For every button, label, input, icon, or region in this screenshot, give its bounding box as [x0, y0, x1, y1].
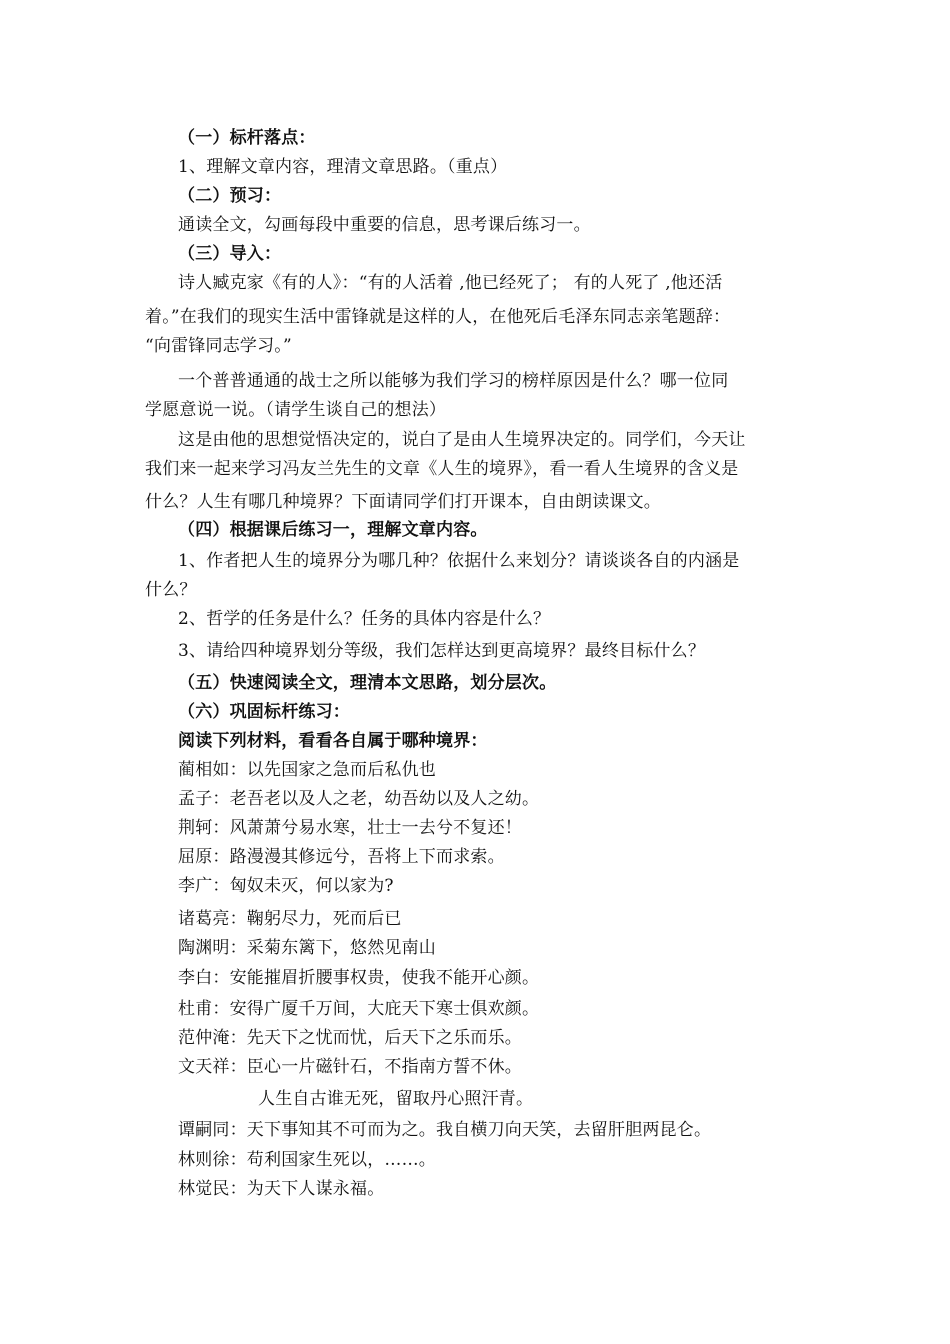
section-heading-benchmark: （一）标杆落点： — [178, 128, 316, 148]
intro-paragraph-line: 我们来一起来学习冯友兰先生的文章《人生的境界》，看一看人生境界的含义是 — [145, 459, 739, 479]
section-heading-intro: （三）导入： — [178, 244, 282, 264]
practice-prompt: 阅读下列材料，看看各自属于哪种境界： — [178, 731, 488, 751]
intro-paragraph-line: 诗人臧克家《有的人》：“有的人活着 ,他已经死了； 有的人死了 ,他还活 — [178, 273, 723, 293]
section-heading-preview: （二）预习： — [178, 186, 282, 206]
intro-paragraph-line: 一个普普通通的战士之所以能够为我们学习的榜样原因是什么？哪一位同 — [178, 371, 729, 391]
intro-paragraph-line: 这是由他的思想觉悟决定的，说白了是由人生境界决定的。同学们，今天让 — [178, 430, 746, 450]
section-heading-fast-reading: （五）快速阅读全文，理清本文思路，划分层次。 — [178, 673, 557, 693]
question-line: 1、作者把人生的境界分为哪几种？依据什么来划分？请谈谈各自的内涵是 — [178, 551, 740, 571]
quote-line: 杜甫：安得广厦千万间，大庇天下寒士俱欢颜。 — [178, 999, 540, 1019]
question-line: 3、请给四种境界划分等级，我们怎样达到更高境界？最终目标什么？ — [178, 641, 706, 661]
quote-line: 蔺相如：以先国家之急而后私仇也 — [178, 760, 436, 780]
quote-line: 荆轲：风萧萧兮易水寒，壮士一去兮不复还！ — [178, 818, 522, 838]
quote-line: 林觉民：为天下人谋永福。 — [178, 1179, 385, 1199]
quote-line: 文天祥：臣心一片磁针石，不指南方誓不休。 — [178, 1057, 522, 1077]
quote-line: 屈原：路漫漫其修远兮，吾将上下而求索。 — [178, 847, 505, 867]
quote-line: 林则徐：苟利国家生死以，……。 — [178, 1150, 436, 1170]
question-line: 什么？ — [145, 580, 197, 600]
quote-line: 谭嗣同：天下事知其不可而为之。我自横刀向天笑，去留肝胆两昆仑。 — [178, 1120, 712, 1140]
quote-line: 李白：安能摧眉折腰事权贵，使我不能开心颜。 — [178, 968, 540, 988]
quote-line: 陶渊明：采菊东篱下，悠然见南山 — [178, 938, 436, 958]
preview-text: 通读全文，勾画每段中重要的信息，思考课后练习一。 — [178, 215, 591, 235]
quote-line: 范仲淹：先天下之忧而忧，后天下之乐而乐。 — [178, 1028, 522, 1048]
intro-paragraph-line: “向雷锋同志学习。” — [145, 336, 292, 356]
question-line: 2、哲学的任务是什么？任务的具体内容是什么？ — [178, 609, 551, 629]
section-heading-practice: （六）巩固标杆练习： — [178, 702, 350, 722]
benchmark-item: 1、理解文章内容，理清文章思路。（重点） — [178, 157, 508, 177]
quote-line: 诸葛亮：鞠躬尽力，死而后已 — [178, 909, 402, 929]
intro-paragraph-line: 学愿意说一说。（请学生谈自己的想法） — [145, 400, 447, 420]
intro-paragraph-line: 什么？人生有哪几种境界？下面请同学们打开课本，自由朗读课文。 — [145, 492, 661, 512]
quote-line: 人生自古谁无死，留取丹心照汗青。 — [258, 1089, 534, 1109]
quote-line: 李广：匈奴未灭，何以家为? — [178, 876, 394, 896]
quote-line: 孟子：老吾老以及人之老，幼吾幼以及人之幼。 — [178, 789, 540, 809]
section-heading-comprehension: （四）根据课后练习一，理解文章内容。 — [178, 520, 488, 540]
intro-paragraph-line: 着。”在我们的现实生活中雷锋就是这样的人，在他死后毛泽东同志亲笔题辞： — [145, 307, 731, 327]
